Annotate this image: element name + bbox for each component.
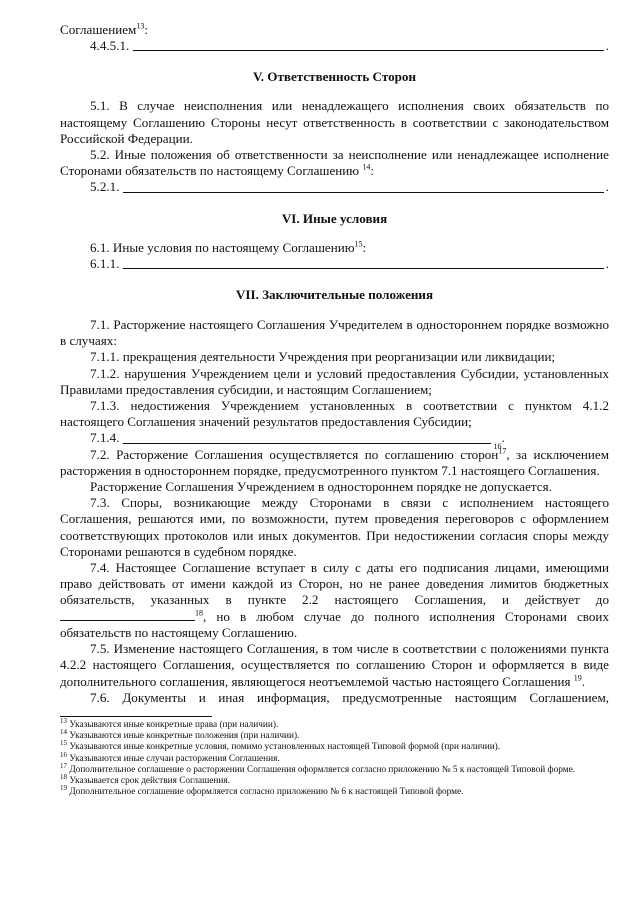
footnotes <box>60 716 609 798</box>
item-6-1-1: 6.1.1. . <box>90 255 609 271</box>
item-4-4-5-1: 4.4.5.1. . <box>90 38 609 54</box>
footnote-13: $^{13}$ Указываются иные конкретные права (при наличии). <box>60 716 279 730</box>
footnote-19: $^{19}$ Дополнительное соглашение оформляется согласно приложению № 6 к настоящей Типовой форме. <box>60 784 464 798</box>
section-vi-heading: VI. Иные условия <box>281 210 388 226</box>
item-5-2-1: 5.2.1. . <box>90 179 609 195</box>
blank-line <box>133 39 603 51</box>
footnote-18: $^{18}$ Указывается срок действия Соглашения. <box>60 772 230 786</box>
top-continuation: Соглашением$^{13}$: <box>60 21 148 37</box>
para-7-2-note: Расторжение Соглашения Учреждением в одностороннем порядке не допускается. <box>90 479 552 495</box>
blank-line <box>123 257 603 269</box>
footnote-14: $^{14}$ Указываются иные конкретные положения (при наличии). <box>60 728 300 742</box>
para-7-1-1: 7.1.1. прекращения деятельности Учреждения при реорганизации или ликвидации; <box>90 349 556 365</box>
footnote-15: $^{15}$ Указываются иные конкретные условия, помимо установленных настоящей Типовой формой (при наличии). <box>60 739 501 753</box>
para-7-2: 7.2. Расторжение Соглашения осуществляется по соглашению сторон$^{17}$, за исключением расторжения в одностороннем порядке, предусмотренного пунктом 7.1 настоящего Соглашения. <box>60 446 609 478</box>
footnote-16: $^{16}$ Указываются иные случаи расторжения Соглашения. <box>60 750 280 764</box>
section-vii-heading: VII. Заключительные положения <box>235 287 434 303</box>
blank-line <box>123 432 491 444</box>
para-7-1-3: 7.1.3. недостижения Учреждением установленных в соответствии с пунктом 4.1.2 настоящего Соглашения значений результатов предоставления Субсидии; <box>60 398 609 430</box>
para-7-1-2: 7.1.2. нарушения Учреждением цели и условий предоставления Субсидии, установленных Правилами предоставления субсидии, и настоящим Соглашением; <box>60 365 609 397</box>
item-7-1-4: 7.1.4. 16 . <box>90 430 505 451</box>
para-7-3: 7.3. Споры, возникающие между Сторонами в связи с исполнением настоящего Соглашения, решаются ими, по возможности, путем проведения переговоров с оформлением соответствующих протоколов или иных документов. При недостижении согласия споры между Сторонами решаются в судебном порядке. <box>60 495 609 559</box>
para-6-1: 6.1. Иные условия по настоящему Соглашению$^{15}$: <box>90 239 367 255</box>
para-7-4: 7.4. Настоящее Соглашение вступает в силу с даты его подписания лицами, имеющими право действовать от имени каждой из Сторон, но не ранее доведения лимитов бюджетных обязательств, указанных в пункте 2.2 настоящего Соглашения, и действует до $^{18}$, но в любом случае до полного исполнения Сторонами своих обязательств по настоящему Соглашению. <box>60 560 609 640</box>
para-7-1: 7.1. Расторжение настоящего Соглашения Учредителем в одностороннем порядке возможно в случаях: <box>60 317 609 349</box>
footnote-17: $^{17}$ Дополнительное соглашение о расторжении Соглашения оформляется согласно приложению № 5 к настоящей Типовой форме. <box>60 761 576 775</box>
para-7-6: 7.6. Документы и иная информация, предусмотренные настоящим Соглашением, <box>90 689 609 705</box>
para-5-2: 5.2. Иные положения об ответственности за неисполнение или ненадлежащее исполнение Сторонами обязательств по настоящему Соглашению $^{14}$: <box>60 147 609 179</box>
blank-line <box>123 181 603 193</box>
section-v-heading: V. Ответственность Сторон <box>252 69 417 85</box>
para-7-5: 7.5. Изменение настоящего Соглашения, в том числе в соответствии с положениями пункта 4.2.2 настоящего Соглашения, осуществляется по соглашению Сторон и оформляется в виде дополнительного соглашения, являющегося неотъемлемой частью настоящего Соглашения $^{19}$. <box>60 641 609 689</box>
blank-line <box>60 609 195 621</box>
para-5-1: 5.1. В случае неисполнения или ненадлежащего исполнения своих обязательств по настоящему Соглашению Стороны несут ответственность в соответствии с законодательством Российской Федерации. <box>60 98 609 146</box>
footnote-separator <box>60 716 212 717</box>
